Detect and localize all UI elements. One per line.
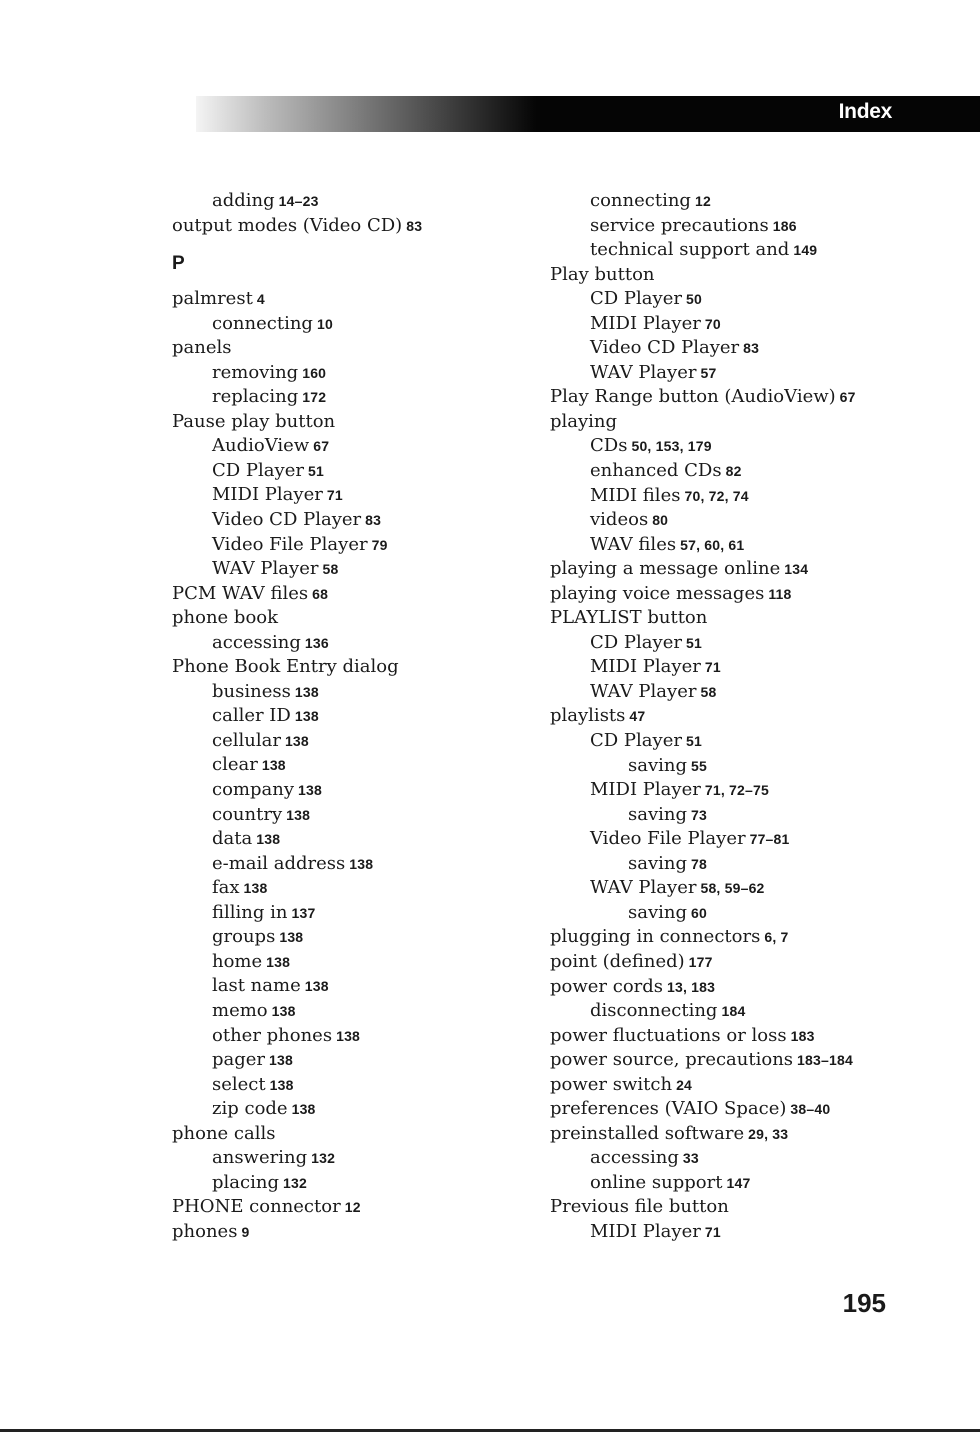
- index-entry: [550, 189, 930, 214]
- index-term: PCM WAV files: [172, 582, 309, 604]
- index-term: Video CD Player: [590, 337, 740, 359]
- index-term: preferences (VAIO Space): [550, 1098, 787, 1120]
- index-entry: [550, 1220, 930, 1245]
- index-entry: [550, 975, 930, 1000]
- index-page-refs: 147: [726, 1174, 751, 1191]
- index-page-refs: 80: [652, 512, 669, 529]
- index-page-refs: 138: [284, 732, 309, 749]
- index-term: plugging in connectors: [550, 926, 761, 948]
- index-page-refs: 138: [336, 1027, 361, 1044]
- index-page-refs: 33: [682, 1150, 699, 1167]
- index-entry: [550, 606, 930, 631]
- index-page-refs: 177: [688, 953, 713, 970]
- index-page-refs: 12: [694, 193, 711, 209]
- index-page-refs: 38–40: [790, 1101, 831, 1118]
- index-page-refs: 60: [691, 904, 707, 921]
- index-entry: [172, 557, 552, 582]
- index-term: select: [212, 1073, 266, 1095]
- index-page-refs: 138: [291, 1101, 316, 1118]
- index-entry: [172, 287, 552, 312]
- index-entry: [172, 1171, 552, 1196]
- index-entry: [550, 459, 930, 484]
- index-term: Pause play button: [172, 410, 336, 432]
- index-page-refs: 184: [721, 1003, 746, 1020]
- index-entry: [550, 263, 930, 288]
- index-entry: [550, 214, 930, 239]
- index-entry: [550, 950, 930, 975]
- index-term: cellular: [212, 729, 281, 751]
- index-term: technical support and: [590, 239, 790, 261]
- index-page-refs: 70: [704, 315, 721, 332]
- index-term: data: [212, 828, 253, 850]
- index-page-refs: 138: [286, 806, 311, 823]
- index-entry: [172, 606, 552, 631]
- index-term: phone calls: [172, 1122, 276, 1144]
- index-entry: [550, 729, 930, 754]
- index-term: WAV Player: [212, 558, 319, 580]
- index-entry: [172, 582, 552, 607]
- index-entry: [172, 876, 552, 901]
- index-term: pager: [212, 1049, 266, 1071]
- index-term: Video CD Player: [212, 509, 362, 531]
- index-page-refs: 55: [691, 757, 707, 774]
- index-entry: [172, 729, 552, 754]
- index-term: Video File Player: [590, 828, 746, 850]
- index-term: phone book: [172, 607, 279, 629]
- index-term: memo: [212, 999, 268, 1021]
- index-term: Phone Book Entry dialog: [172, 656, 399, 678]
- index-entry: [172, 827, 552, 852]
- index-page-refs: 57, 60, 61: [680, 536, 745, 553]
- index-entry: [550, 238, 930, 263]
- index-page-refs: 186: [772, 217, 797, 234]
- index-entry: [172, 1097, 552, 1122]
- index-page-refs: 67: [839, 389, 856, 406]
- index-page-refs: 138: [266, 953, 291, 970]
- index-column-right: [550, 189, 930, 1245]
- index-entry: [172, 1073, 552, 1098]
- index-entry: [172, 1024, 552, 1049]
- index-term: power cords: [550, 975, 664, 997]
- index-term: placing: [212, 1171, 279, 1193]
- index-term: adding: [212, 190, 275, 211]
- index-page-refs: 138: [256, 831, 281, 848]
- index-entry: [550, 827, 930, 852]
- index-page-refs: 71: [704, 1223, 721, 1240]
- index-term: playlists: [550, 705, 626, 727]
- index-page-refs: 138: [261, 757, 286, 774]
- index-term: e-mail address: [212, 852, 346, 874]
- page-number: 195: [842, 1288, 886, 1318]
- index-entry: [550, 876, 930, 901]
- index-page-refs: 160: [302, 364, 327, 381]
- index-page-refs: 132: [282, 1174, 307, 1191]
- index-term: point (defined): [550, 950, 685, 972]
- index-entry: [550, 680, 930, 705]
- index-entry: [550, 385, 930, 410]
- index-term: panels: [172, 337, 232, 359]
- index-page-refs: 24: [676, 1076, 693, 1093]
- index-term: Play Range button (AudioView): [550, 386, 836, 408]
- index-term: MIDI Player: [590, 312, 701, 334]
- index-page-refs: 138: [298, 782, 322, 799]
- index-term: home: [212, 950, 263, 972]
- index-page-refs: 172: [302, 389, 327, 406]
- index-entry: [550, 533, 930, 558]
- index-term: fax: [212, 877, 240, 899]
- index-entry: [550, 1024, 930, 1049]
- index-term: MIDI Player: [212, 484, 323, 506]
- index-entry: [172, 803, 552, 828]
- index-term: connecting: [590, 190, 691, 211]
- index-term: saving: [628, 803, 688, 825]
- index-page-refs: 78: [691, 855, 707, 872]
- index-entry: [550, 852, 930, 877]
- index-entry: [172, 901, 552, 926]
- index-entry: [550, 999, 930, 1024]
- index-entry: [550, 704, 930, 729]
- index-term: accessing: [212, 631, 301, 653]
- index-term: caller ID: [212, 705, 291, 727]
- index-term: CD Player: [212, 459, 304, 481]
- index-entry: [172, 336, 552, 361]
- index-page-refs: 138: [279, 929, 304, 946]
- index-page-refs: 57: [700, 364, 717, 381]
- index-section-letter: P: [172, 253, 185, 275]
- index-term: WAV files: [590, 533, 677, 555]
- index-entry: [172, 361, 552, 386]
- index-entry: [172, 778, 552, 803]
- index-entry: [550, 655, 930, 680]
- index-term: MIDI files: [590, 484, 681, 506]
- index-term: connecting: [212, 312, 313, 334]
- index-term: WAV Player: [590, 680, 697, 702]
- index-term: preinstalled software: [550, 1122, 745, 1144]
- index-page-refs: 70, 72, 74: [684, 487, 749, 504]
- index-entry: [172, 459, 552, 484]
- index-page-refs: 138: [243, 880, 268, 897]
- index-term: online support: [590, 1171, 723, 1193]
- index-term: MIDI Player: [590, 656, 701, 678]
- index-page-refs: 58, 59–62: [700, 880, 765, 897]
- index-page-refs: 71, 72–75: [704, 782, 769, 799]
- index-term: disconnecting: [590, 1000, 718, 1022]
- index-page-refs: 4: [256, 291, 265, 308]
- index-term: CD Player: [590, 631, 682, 653]
- index-entry: [550, 557, 930, 582]
- index-entry: [172, 312, 552, 337]
- index-term: MIDI Player: [590, 779, 701, 801]
- index-entry: [550, 754, 930, 779]
- index-term: groups: [212, 926, 276, 948]
- index-term: videos: [590, 509, 649, 531]
- index-entry: [172, 655, 552, 680]
- index-page-refs: 73: [691, 806, 707, 823]
- index-page-refs: 71: [704, 659, 721, 676]
- index-page-refs: 79: [371, 536, 388, 553]
- index-entry: [172, 974, 552, 999]
- header-bar: [196, 96, 980, 132]
- index-term: WAV Player: [590, 877, 697, 899]
- index-term: power source, precautions: [550, 1049, 794, 1071]
- index-term: playing voice messages: [550, 582, 765, 604]
- index-entry: [550, 508, 930, 533]
- index-entry: [550, 1097, 930, 1122]
- index-entry: [172, 533, 552, 558]
- index-term: phones: [172, 1220, 238, 1242]
- index-term: saving: [628, 754, 688, 776]
- index-entry: [550, 1073, 930, 1098]
- index-term: MIDI Player: [590, 1220, 701, 1242]
- index-entry: [172, 950, 552, 975]
- index-term: saving: [628, 901, 688, 923]
- index-entry: [172, 508, 552, 533]
- index-entry: [172, 999, 552, 1024]
- index-page-refs: 137: [291, 904, 316, 921]
- index-page-refs: 136: [304, 634, 329, 651]
- index-page-refs: 183–184: [797, 1052, 853, 1069]
- index-term: accessing: [590, 1147, 679, 1169]
- index-entry: [172, 852, 552, 877]
- index-page-refs: 71: [326, 487, 343, 504]
- index-term: clear: [212, 754, 258, 776]
- section-title: Index: [838, 100, 892, 123]
- index-page-refs: 138: [294, 708, 319, 725]
- index-page-refs: 68: [312, 585, 329, 602]
- index-term: service precautions: [590, 214, 769, 236]
- index-page-refs: 9: [241, 1223, 250, 1240]
- index-term: saving: [628, 852, 688, 874]
- index-page-refs: 51: [307, 462, 324, 479]
- index-term: playing a message online: [550, 558, 781, 580]
- index-entry: [172, 1195, 552, 1220]
- index-entry: [550, 1195, 930, 1220]
- index-page-refs: 138: [269, 1076, 294, 1093]
- index-term: country: [212, 803, 283, 825]
- index-page-refs: 149: [793, 242, 818, 259]
- index-entry: [172, 631, 552, 656]
- index-term: CDs: [590, 435, 628, 457]
- index-term: AudioView: [212, 435, 310, 457]
- index-column-left: [172, 189, 552, 1244]
- index-entry: [172, 434, 552, 459]
- index-entry: [172, 925, 552, 950]
- index-page-refs: 183: [790, 1027, 815, 1044]
- index-entry: [172, 753, 552, 778]
- index-entry: [550, 1146, 930, 1171]
- index-term: Play button: [550, 263, 655, 285]
- index-page-refs: 51: [685, 733, 702, 750]
- index-entry: [172, 189, 552, 214]
- index-term: zip code: [212, 1098, 288, 1120]
- index-page-refs: 83: [365, 512, 382, 529]
- index-entry: [172, 410, 552, 435]
- index-page-refs: 58: [322, 561, 339, 578]
- index-page-refs: 58: [700, 683, 717, 700]
- index-page-refs: 83: [743, 340, 760, 357]
- index-entry: [550, 582, 930, 607]
- index-entry: [550, 803, 930, 828]
- index-page-refs: 47: [629, 708, 646, 725]
- index-entry: [172, 1048, 552, 1073]
- index-entry: [172, 1146, 552, 1171]
- index-entry: [172, 385, 552, 410]
- index-page-refs: 132: [311, 1150, 336, 1167]
- index-entry: [172, 1122, 552, 1147]
- index-term: last name: [212, 975, 301, 997]
- index-term: CD Player: [590, 730, 682, 752]
- index-term: removing: [212, 361, 299, 383]
- index-page-refs: 6, 7: [764, 929, 789, 946]
- index-page-refs: 138: [269, 1052, 294, 1069]
- header-gradient: [196, 96, 536, 132]
- index-entry: [550, 434, 930, 459]
- index-page-refs: 29, 33: [748, 1125, 789, 1142]
- index-entry: [550, 1171, 930, 1196]
- index-entry: [550, 1048, 930, 1073]
- index-term: other phones: [212, 1024, 333, 1046]
- index-entry: [550, 901, 930, 926]
- index-entry: [550, 631, 930, 656]
- index-entry: [172, 704, 552, 729]
- index-term: Video File Player: [212, 533, 368, 555]
- index-term: PHONE connector: [172, 1196, 341, 1218]
- index-page-refs: 12: [344, 1199, 361, 1216]
- index-page-refs: 138: [304, 978, 329, 995]
- index-page-refs: 13, 183: [667, 978, 716, 995]
- index-term: power fluctuations or loss: [550, 1024, 787, 1046]
- index-entry: [172, 214, 552, 239]
- index-entry: [172, 680, 552, 705]
- index-entry: [550, 410, 930, 435]
- index-page-refs: 77–81: [749, 831, 790, 848]
- index-term: output modes (Video CD): [172, 214, 403, 236]
- index-term: answering: [212, 1147, 308, 1169]
- index-page-refs: 51: [685, 634, 702, 651]
- index-entry: [550, 1122, 930, 1147]
- index-term: replacing: [212, 386, 299, 408]
- index-entry: [550, 484, 930, 509]
- index-term: filling in: [212, 901, 288, 923]
- index-entry: [550, 287, 930, 312]
- index-term: PLAYLIST button: [550, 607, 708, 629]
- index-term: Previous file button: [550, 1196, 729, 1218]
- index-entry: [550, 336, 930, 361]
- index-entry: [172, 1220, 552, 1245]
- index-term: CD Player: [590, 288, 682, 310]
- index-page-refs: 83: [406, 217, 423, 234]
- index-page-refs: 14–23: [278, 193, 319, 209]
- index-term: palmrest: [172, 288, 253, 310]
- index-page-refs: 10: [316, 315, 333, 332]
- index-entry: [550, 778, 930, 803]
- index-page-refs: 134: [784, 561, 809, 578]
- index-entry: [550, 925, 930, 950]
- index-entry: [172, 483, 552, 508]
- index-page-refs: 67: [313, 438, 330, 455]
- index-term: company: [212, 779, 295, 801]
- index-page-refs: 82: [725, 463, 742, 480]
- index-page-refs: 50, 153, 179: [631, 438, 712, 455]
- index-page-refs: 50: [685, 291, 702, 308]
- index-term: power switch: [550, 1073, 673, 1095]
- index-page-refs: 118: [768, 585, 792, 602]
- index-term: playing: [550, 410, 618, 432]
- index-term: enhanced CDs: [590, 460, 722, 482]
- index-term: business: [212, 680, 291, 702]
- index-page-refs: 138: [349, 855, 374, 872]
- index-page-refs: 138: [271, 1002, 296, 1019]
- index-entry: [550, 361, 930, 386]
- index-entry: [550, 312, 930, 337]
- index-page-refs: 138: [294, 683, 319, 700]
- index-term: WAV Player: [590, 361, 697, 383]
